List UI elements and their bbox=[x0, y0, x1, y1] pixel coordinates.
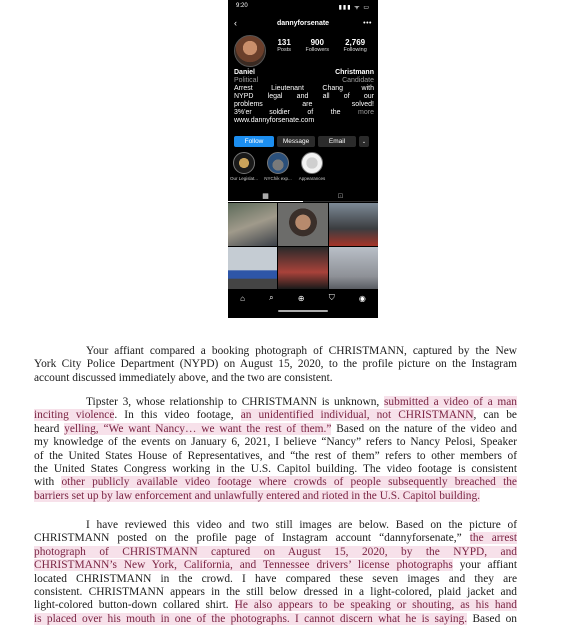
highlighted-text: He also appears to be speaking or shouting, as his hand bbox=[234, 599, 518, 612]
more-options-icon[interactable]: ••• bbox=[363, 19, 372, 27]
text-segment: your affiant bbox=[459, 559, 517, 572]
status-time: 9:20 bbox=[236, 3, 248, 9]
bio-more-link[interactable]: more bbox=[358, 109, 374, 116]
email-button[interactable]: Email bbox=[318, 136, 356, 147]
text-line bbox=[34, 409, 517, 422]
highlighted-text: is placed over his mouth in one of the photographs. I cannot discern what he is saying. bbox=[34, 612, 468, 625]
text-line: consistent. CHRISTMANN appears in the still below dressed in a light-colored, plaid jacket and bbox=[34, 586, 517, 599]
post-thumbnail[interactable] bbox=[228, 203, 277, 246]
highlight-item[interactable] bbox=[298, 152, 326, 181]
text-line bbox=[34, 559, 517, 572]
status-signal-icons: ▮▮▮ ᯤ ▭ bbox=[338, 5, 370, 11]
stat-posts[interactable] bbox=[277, 38, 291, 53]
posts-label: Posts bbox=[277, 47, 291, 53]
status-bar bbox=[236, 3, 370, 13]
bio-website-link[interactable]: www.dannyforsenate.com bbox=[234, 117, 315, 124]
posts-count: 131 bbox=[277, 38, 291, 47]
highlighted-text: the arrest bbox=[469, 532, 517, 545]
text-segment: heard bbox=[34, 422, 60, 435]
highlight-thumbnail bbox=[233, 152, 255, 174]
highlight-thumbnail bbox=[267, 152, 289, 174]
paragraph-booking-photo bbox=[34, 345, 517, 385]
text-line bbox=[34, 599, 517, 612]
profile-username: dannyforsenate bbox=[276, 19, 330, 27]
text-line bbox=[34, 476, 517, 489]
highlighted-text: inciting violence bbox=[34, 409, 115, 422]
text-line bbox=[34, 546, 517, 559]
text-line: Your affiant compared a booking photograph of CHRISTMANN, captured by the New bbox=[86, 345, 517, 357]
highlight-item[interactable] bbox=[230, 152, 258, 181]
tab-tagged-icon[interactable]: ⊡ bbox=[303, 190, 378, 202]
profile-bio bbox=[234, 69, 374, 125]
add-post-icon[interactable]: ⊕ bbox=[297, 293, 305, 303]
highlight-label: Our Legislat... bbox=[230, 176, 258, 181]
text-segment: Based on bbox=[472, 612, 517, 625]
message-button[interactable]: Message bbox=[277, 136, 315, 147]
paragraph-tipster-video bbox=[34, 396, 517, 503]
text-segment: light-colored button-down collared shirt. bbox=[34, 599, 229, 612]
text-line bbox=[34, 423, 517, 436]
stat-following[interactable] bbox=[344, 38, 367, 53]
text-line bbox=[34, 490, 517, 503]
text-segment: Tipster 3, whose relationship to CHRISTMANN is unknown, bbox=[86, 396, 380, 408]
suggested-dropdown-icon[interactable]: ⌄ bbox=[359, 136, 369, 147]
search-icon[interactable]: ⌕ bbox=[269, 293, 274, 302]
highlighted-text: yelling, “We want Nancy… we want the rest of them.” bbox=[64, 422, 332, 435]
home-indicator bbox=[278, 310, 328, 312]
text-segment: Based on the nature of the video and bbox=[336, 422, 517, 435]
paragraph-still-images bbox=[34, 519, 517, 626]
back-icon[interactable]: ‹ bbox=[234, 18, 237, 28]
post-grid bbox=[228, 203, 378, 289]
post-thumbnail[interactable] bbox=[278, 203, 327, 246]
highlighted-text: submitted a video of a man bbox=[384, 396, 517, 408]
text-line: of the United States House of Representatives, and “the rest of them” refers to other members of bbox=[34, 449, 517, 462]
highlighted-text: barriers set up by law enforcement and unlawfully entered and rioted in the U.S. Capitol building. bbox=[34, 489, 481, 502]
text-line: the United States Congress working in the U.S. Capitol building. The video footage is consistent bbox=[34, 463, 517, 476]
bio-line-1: Arrest Lieutenant Chang with bbox=[234, 85, 374, 92]
highlight-item[interactable] bbox=[264, 152, 292, 181]
following-label: Following bbox=[343, 47, 367, 53]
text-segment: CHRISTMANN posted on the profile page of Instagram account “dannyforsenate,” bbox=[34, 532, 462, 545]
text-line: account discussed immediately above, and the two are consistent. bbox=[34, 371, 333, 384]
text-line bbox=[34, 613, 517, 626]
highlighted-text: an unidentified individual, not CHRISTMANN bbox=[240, 409, 474, 422]
bottom-nav bbox=[228, 290, 378, 306]
bio-line-2: NYPD legal and all of our bbox=[234, 93, 374, 100]
profile-header bbox=[234, 17, 372, 29]
text-line: I have reviewed this video and two still images are below. Based on the picture of bbox=[86, 519, 517, 531]
followers-count: 900 bbox=[310, 38, 324, 47]
followers-label: Followers bbox=[305, 47, 330, 53]
text-line: located CHRISTMANN in the crowd. I have compared these seven images and they are bbox=[34, 572, 517, 585]
text-line: my knowledge of the events on January 6, 2021, I believe “Nancy” refers to Nancy Pelosi, Speaker bbox=[34, 436, 517, 449]
post-thumbnail[interactable] bbox=[278, 247, 327, 290]
highlighted-text: CHRISTMANN’s New York, California, and Tennessee drivers’ license photographs bbox=[34, 559, 453, 572]
text-segment: with bbox=[34, 476, 55, 489]
following-count: 2,769 bbox=[345, 38, 366, 47]
shop-icon[interactable]: ⛉ bbox=[328, 293, 335, 302]
text-segment: , can be bbox=[473, 409, 517, 422]
profile-icon[interactable]: ◉ bbox=[358, 293, 366, 303]
highlighted-text: photograph of CHRISTMANN captured on August 15, 2020, by the NYPD, and bbox=[34, 545, 517, 558]
highlighted-text: other publicly available video footage where crowds of people subsequently breached the bbox=[61, 476, 517, 489]
profile-stats bbox=[270, 38, 374, 53]
tab-grid-icon[interactable]: ▦ bbox=[228, 190, 303, 202]
post-thumbnail[interactable] bbox=[228, 247, 277, 290]
stat-followers[interactable] bbox=[305, 38, 329, 53]
highlight-label: Appearances bbox=[298, 176, 326, 181]
story-highlights bbox=[230, 152, 326, 181]
bio-line-4: 3%'er soldier of the bbox=[234, 109, 341, 116]
profile-category: Political Candidate bbox=[234, 77, 374, 84]
post-thumbnail[interactable] bbox=[329, 203, 378, 246]
profile-avatar[interactable] bbox=[234, 35, 266, 67]
profile-actions bbox=[234, 136, 373, 147]
home-icon[interactable]: ⌂ bbox=[240, 293, 245, 303]
text-line bbox=[34, 532, 517, 545]
bio-line-3: problems are solved! bbox=[234, 101, 374, 108]
profile-tabs bbox=[228, 190, 378, 202]
highlight-label: NYChik exp... bbox=[264, 176, 292, 181]
text-line: York City Police Department (NYPD) on August 15, 2020, to the profile picture on the Instagram bbox=[34, 358, 517, 371]
text-line bbox=[34, 396, 517, 409]
highlight-thumbnail bbox=[301, 152, 323, 174]
text-segment: . In this video footage, bbox=[114, 409, 234, 422]
post-thumbnail[interactable] bbox=[329, 247, 378, 290]
instagram-profile-screenshot bbox=[228, 0, 378, 318]
follow-button[interactable]: Follow bbox=[234, 136, 274, 147]
profile-name: Daniel Christmann bbox=[234, 69, 374, 76]
